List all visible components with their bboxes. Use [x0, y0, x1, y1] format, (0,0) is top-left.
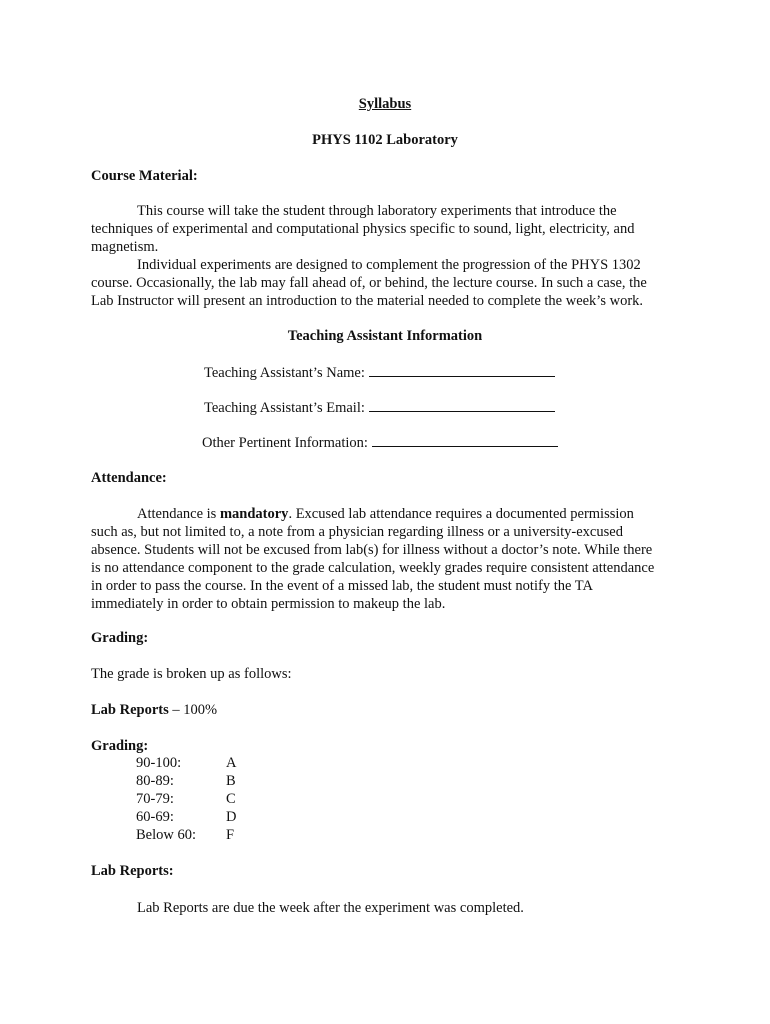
- course-material-heading: Course Material:: [91, 168, 198, 184]
- attendance-text: . Excused lab attendance requires a documented permission: [288, 506, 634, 522]
- ta-other-blank: [372, 433, 558, 447]
- paragraph-line: in order to pass the course. In the event of a missed lab, the student must notify the TA: [91, 578, 593, 594]
- ta-name-blank: [369, 363, 555, 377]
- grade-range: Below 60:: [136, 827, 197, 843]
- grading-scale-heading: Grading:: [91, 738, 149, 754]
- ta-email-label: Teaching Assistant’s Email:: [204, 400, 365, 416]
- course-material-paragraph-1: [91, 202, 681, 256]
- grade-scale-row: [136, 772, 236, 790]
- grade-letter: C: [226, 791, 236, 807]
- lab-reports-weight-label: Lab Reports: [91, 702, 169, 718]
- grade-letter: A: [226, 755, 237, 771]
- ta-other-row: [202, 433, 558, 452]
- ta-email-blank: [369, 398, 555, 412]
- paragraph-line: course. Occasionally, the lab may fall ahead of, or behind, the lecture course. In such a case, the: [91, 275, 647, 291]
- grade-range: 70-79:: [136, 791, 174, 807]
- paragraph-line: such as, but not limited to, a note from a physician regarding illness or a university-excused: [91, 524, 623, 540]
- grade-range: 80-89:: [136, 773, 174, 789]
- grade-scale-row: [136, 826, 234, 844]
- ta-email-row: [204, 398, 555, 417]
- paragraph-line: magnetism.: [91, 239, 159, 255]
- paragraph-line: techniques of experimental and computational physics specific to sound, light, electricity, and: [91, 221, 635, 237]
- ta-name-row: [204, 363, 555, 382]
- grading-intro: The grade is broken up as follows:: [91, 666, 292, 682]
- lab-reports-text: Lab Reports are due the week after the experiment was completed.: [137, 900, 524, 916]
- paragraph-line: This course will take the student through laboratory experiments that introduce the: [137, 203, 617, 219]
- lab-reports-weight: [91, 701, 217, 719]
- lab-reports-heading: Lab Reports:: [91, 863, 174, 879]
- mandatory-emphasis: mandatory: [219, 506, 289, 522]
- attendance-heading: Attendance:: [91, 470, 167, 486]
- lab-reports-weight-value: – 100%: [168, 702, 218, 718]
- course-material-paragraph-2: [91, 256, 681, 310]
- grade-range: 90-100:: [136, 755, 182, 771]
- paragraph-line: immediately in order to obtain permission to makeup the lab.: [91, 596, 446, 612]
- grading-heading: Grading:: [91, 630, 149, 646]
- ta-info-heading: Teaching Assistant Information: [287, 328, 483, 344]
- document-title: Syllabus: [358, 96, 412, 112]
- grade-letter: D: [226, 809, 237, 825]
- grade-scale-row: [136, 754, 236, 772]
- ta-other-label: Other Pertinent Information:: [202, 435, 368, 451]
- paragraph-line: Lab Instructor will present an introduction to the material needed to complete the week’s work.: [91, 293, 644, 309]
- grade-range: 60-69:: [136, 809, 174, 825]
- grade-letter: F: [226, 827, 235, 843]
- paragraph-line: absence. Students will not be excused from lab(s) for illness without a doctor’s note. While there: [91, 542, 653, 558]
- course-title: PHYS 1102 Laboratory: [312, 132, 458, 148]
- paragraph-line: [91, 505, 681, 523]
- attendance-text: Attendance is: [137, 506, 220, 522]
- grade-letter: B: [226, 773, 236, 789]
- paragraph-line: is no attendance component to the grade calculation, weekly grades require consistent attendance: [91, 560, 655, 576]
- paragraph-line: Individual experiments are designed to complement the progression of the PHYS 1302: [137, 257, 641, 273]
- attendance-paragraph: [91, 505, 681, 613]
- grade-scale-row: [136, 790, 236, 808]
- ta-name-label: Teaching Assistant’s Name:: [204, 365, 365, 381]
- grade-scale-row: [136, 808, 236, 826]
